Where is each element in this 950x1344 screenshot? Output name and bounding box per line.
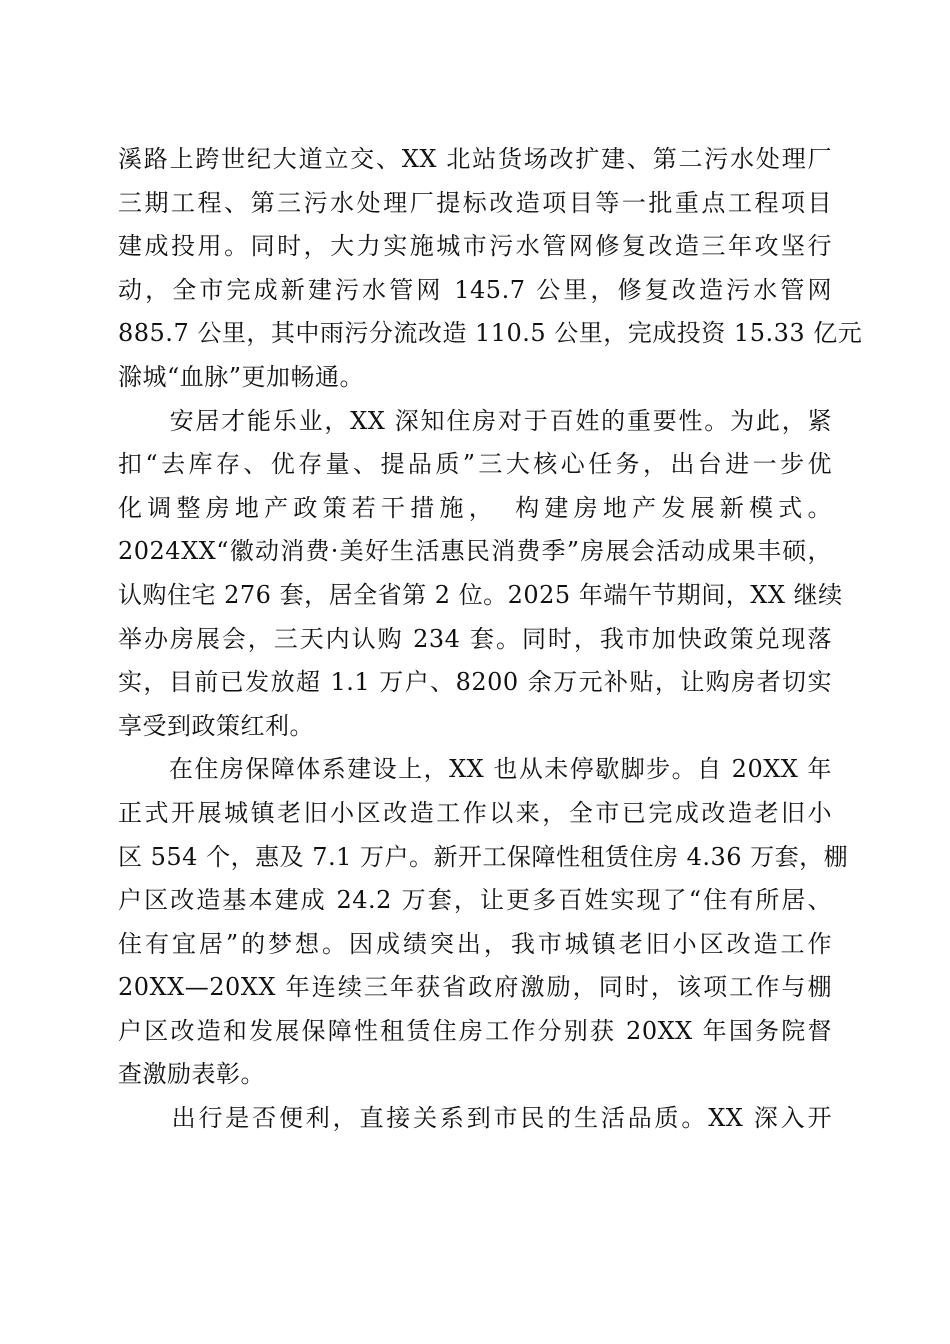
text-line: 三期工程、第三污水处理厂提标改造项目等一批重点工程项目 xyxy=(118,188,832,217)
text-line: 户区改造和发展保障性租赁住房工作分别获 20XX 年国务院督 xyxy=(118,1016,832,1045)
text-line: 溪路上跨世纪大道立交、XX 北站货场改扩建、第二污水处理厂 xyxy=(118,145,832,173)
text-line: 户区改造基本建成 24.2 万套，让更多百姓实现了“住有所居、 xyxy=(118,886,832,915)
text-line: 20XX—20XX 年连续三年获省政府激励，同时，该项工作与棚 xyxy=(118,973,832,1002)
text-line: 出行是否便利，直接关系到市民的生活品质。XX 深入开 xyxy=(118,1104,832,1133)
text-line: 885.7 公里，其中雨污分流改造 110.5 公里，完成投资 15.33 亿元 xyxy=(118,319,863,348)
text-line: 滁城“血脉”更加畅通。 xyxy=(118,362,365,391)
document-page xyxy=(118,138,863,1141)
text-line: 查激励表彰。 xyxy=(118,1060,265,1089)
text-line: 扣“去库存、优存量、提品质”三大核心任务，出台进一步优 xyxy=(118,450,832,479)
text-line: 享受到政策红利。 xyxy=(118,711,314,740)
paragraph-transport xyxy=(118,1097,832,1141)
text-line: 区 554 个，惠及 7.1 万户。新开工保障性租赁住房 4.36 万套，棚 xyxy=(118,842,849,871)
paragraph-housing xyxy=(118,400,843,749)
paragraph-housing-security xyxy=(118,748,849,1097)
text-line: 正式开展城镇老旧小区改造工作以来，全市已完成改造老旧小 xyxy=(118,798,832,827)
text-line: 2024XX“徽动消费·美好生活惠民消费季”房展会活动成果丰硕， xyxy=(118,537,832,566)
paragraph-infrastructure xyxy=(118,138,863,400)
text-line: 住有宜居”的梦想。因成绩突出，我市城镇老旧小区改造工作 xyxy=(118,929,832,958)
text-line: 在住房保障体系建设上，XX 也从未停歇脚步。自 20XX 年 xyxy=(118,755,832,784)
text-line: 认购住宅 276 套，居全省第 2 位。2025 年端午节期间，XX 继续 xyxy=(118,580,843,609)
text-line: 实，目前已发放超 1.1 万户、8200 余万元补贴，让购房者切实 xyxy=(118,668,832,697)
text-line: 化调整房地产政策若干措施， 构建房地产发展新模式。 xyxy=(118,493,832,522)
text-line: 建成投用。同时，大力实施城市污水管网修复改造三年攻坚行 xyxy=(118,232,832,261)
text-line: 动，全市完成新建污水管网 145.7 公里，修复改造污水管网 xyxy=(118,275,832,304)
text-line: 举办房展会，三天内认购 234 套。同时，我市加快政策兑现落 xyxy=(118,624,832,653)
text-line: 安居才能乐业，XX 深知住房对于百姓的重要性。为此，紧 xyxy=(118,406,832,435)
